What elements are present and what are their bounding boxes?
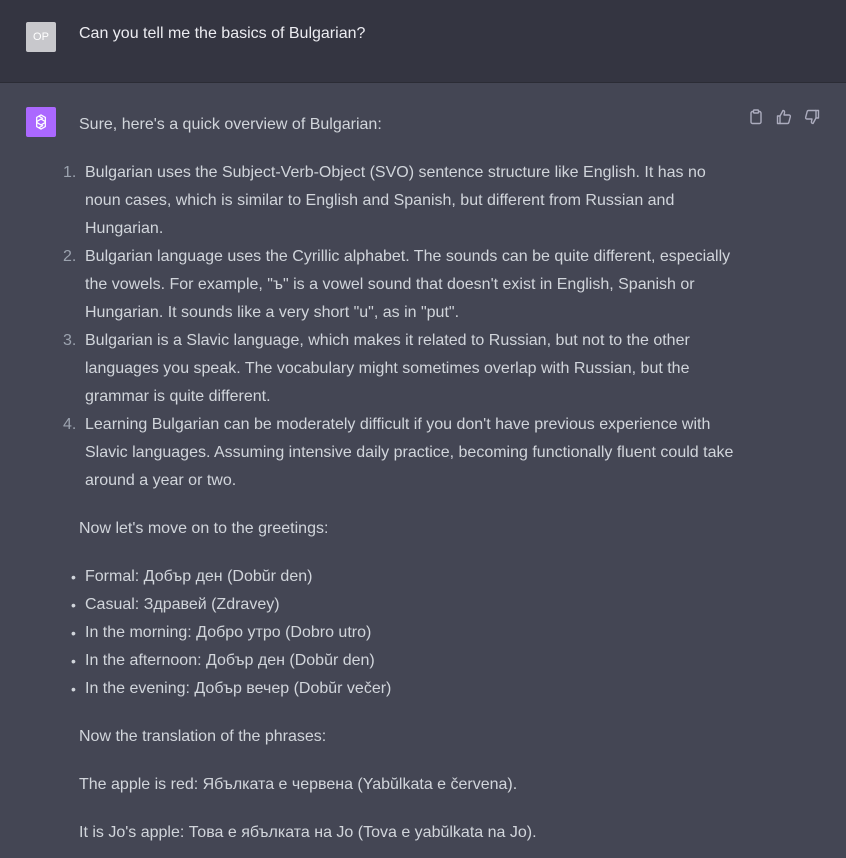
list-item-text: Bulgarian uses the Subject-Verb-Object (SVO) sentence structure like English. It has no noun cases, which is similar to English and Spanish, but different from Russian and Hungarian. [85,164,706,237]
assistant-message-row [0,83,846,858]
list-item [63,411,739,495]
numbered-list [63,159,739,495]
phrases-intro: Now the translation of the phrases: [79,728,327,745]
user-avatar: OP [26,22,56,52]
list-item-text: Bulgarian language uses the Cyrillic alphabet. The sounds can be quite different, especially the vowels. For example, "ъ" is a vowel sound that doesn't exist in English, Spanish or Hungarian. It sounds like a very short "u", as in "put". [85,248,731,321]
assistant-message-content [63,111,739,847]
list-item: • Formal: Добър ден (Dobŭr den) [71,568,313,585]
list-item-text: Learning Bulgarian can be moderately difficult if you don't have previous experience with Slavic languages. Assuming intensive daily practice, becoming functionally fluent could take around a year or two. [85,416,734,489]
list-item: • Casual: Здравей (Zdravey) [71,596,280,613]
copy-icon[interactable] [748,109,764,125]
list-item-text: Formal: Добър ден (Dobŭr den) [85,568,313,585]
thumbs-up-icon[interactable] [776,109,792,125]
list-number: 2. [63,248,77,265]
assistant-avatar [26,107,56,137]
list-item [63,159,739,243]
list-item [63,327,739,411]
list-item-text: In the afternoon: Добър ден (Dobŭr den) [85,652,375,669]
greetings-intro: Now let's move on to the greetings: [79,520,329,537]
message-actions [748,109,820,125]
list-number: 1. [63,164,77,181]
list-item [63,243,739,327]
list-item-text: Casual: Здравей (Zdravey) [85,596,280,613]
thumbs-down-icon[interactable] [804,109,820,125]
list-item: • In the morning: Добро утро (Dobro utro) [71,624,372,641]
greetings-list [71,563,739,703]
list-item-text: Bulgarian is a Slavic language, which makes it related to Russian, but not to the other languages you speak. The vocabulary might sometimes overlap with Russian, but the grammar is quite different. [85,332,690,405]
phrase-translation: The apple is red: Ябълката е червена (Yabŭlkata e červena). [79,776,518,793]
list-item: • In the evening: Добър вечер (Dobŭr večer) [71,680,392,697]
list-number: 3. [63,332,77,349]
openai-logo-icon [31,112,51,132]
list-number: 4. [63,416,77,433]
user-message-text: Can you tell me the basics of Bulgarian? [79,25,366,42]
list-item: • In the afternoon: Добър ден (Dobŭr den) [71,652,375,669]
phrase-translation: It is Jo's apple: Това е ябълката на Jo (Tova e yabŭlkata na Jo). [79,824,537,841]
list-item-text: In the morning: Добро утро (Dobro utro) [85,624,372,641]
assistant-intro: Sure, here's a quick overview of Bulgarian: [79,116,382,133]
user-message-row [0,0,846,83]
list-item-text: In the evening: Добър вечер (Dobŭr večer) [85,680,392,697]
